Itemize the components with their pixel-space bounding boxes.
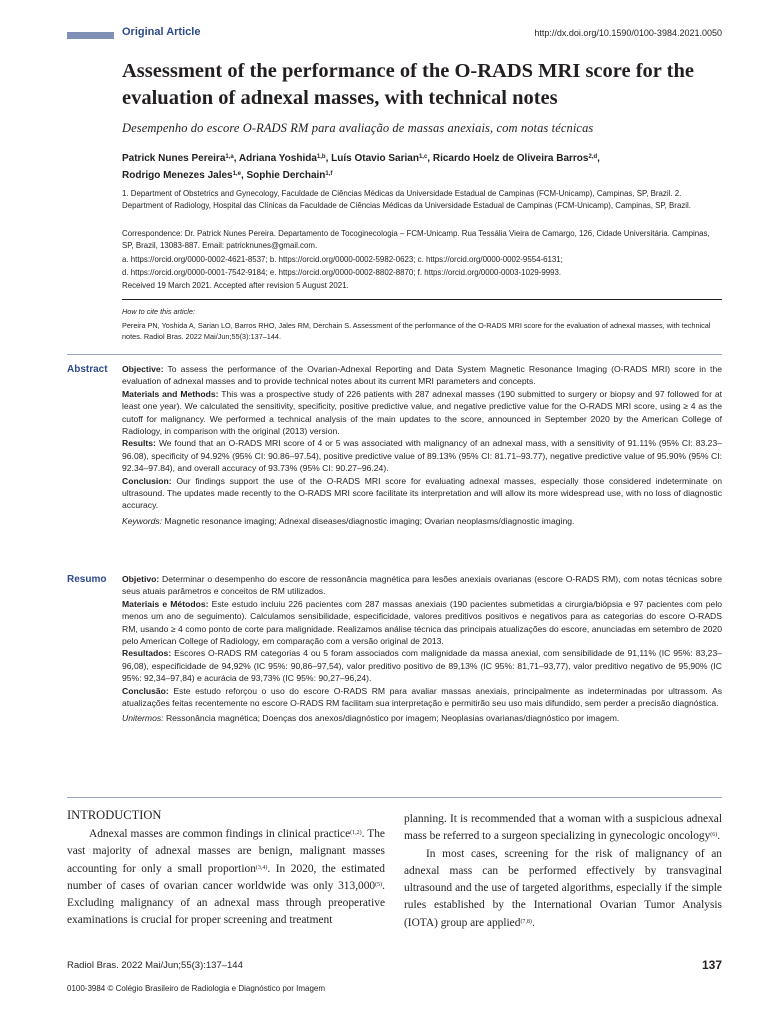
author-name: Sophie Derchain — [246, 170, 326, 181]
conclusion-label: Conclusion: — [122, 475, 172, 486]
author-name: Patrick Nunes Pereira — [122, 153, 226, 164]
doi-link[interactable]: http://dx.doi.org/10.1590/0100-3984.2021.0050 — [534, 28, 722, 38]
article-title: Assessment of the performance of the O-RADS MRI score for the evaluation of adnexal masses, with technical notes — [122, 60, 694, 109]
affiliations: 1. Department of Obstetrics and Gynecology, Faculdade de Ciências Médicas da Universidade Estadual de Campinas (FCM-Unicamp), Campinas, SP, Brazil. 2. Department of Radiology, Hospital das Clínicas da Faculdade de Ciências Médicas da Universidade Estadual de Campinas (FCM-Unicamp), Campinas, SP, Brazil. — [122, 189, 691, 210]
resumo-body — [122, 573, 722, 725]
resumo-label: Resumo — [67, 574, 107, 585]
article-subtitle: Desempenho do escore O-RADS RM para avaliação de massas anexiais, com notas técnicas — [122, 121, 594, 135]
objective-label: Objetivo: — [122, 574, 160, 584]
paragraph-text: . In 2020, the estimated number of cases of ovarian cancer worldwide was only 313,000 — [67, 862, 385, 892]
journal-citation: Radiol Bras. 2022 Mai/Jun;55(3):137–144 — [67, 960, 243, 971]
author-name: Adriana Yoshida — [238, 153, 317, 164]
paragraph-text: In most cases, screening for the risk of malignancy of an adnexal mass can be performed effectively by transvaginal ultrasound and the use of targeted algorithms, especially if the simple rules established by the International Ovarian Tumor Analysis (IOTA) group are applied — [404, 847, 722, 929]
paragraph-text: Adnexal masses are common findings in clinical practice — [89, 828, 351, 840]
results-label: Resultados: — [122, 648, 172, 659]
reference-mark[interactable]: (7,8) — [520, 918, 532, 925]
objective-text: To assess the performance of the Ovarian-Adnexal Reporting and Data System Magnetic Resonance Imaging (O-RADS MRI) score in the evaluation of adnexal masses and to provide technical notes about its current MRI parameters and concepts. — [122, 364, 723, 387]
abstract-label: Abstract — [67, 364, 108, 375]
author-affiliation-mark: 1,b — [316, 154, 326, 160]
author-affiliation-mark: 2,d — [588, 154, 598, 160]
paragraph-text: . The vast majority of adnexal masses are benign, malignant masses accounting for only a small proportion — [67, 828, 385, 875]
methods-label: Materiais e Métodos: — [122, 598, 209, 609]
divider — [67, 797, 722, 798]
orcid-line[interactable]: d. https://orcid.org/0000-0001-7542-9184; e. https://orcid.org/0000-0002-8802-8870; f. https://orcid.org/0000-0003-1029-9993. — [122, 267, 562, 277]
keywords-text: Magnetic resonance imaging; Adnexal diseases/diagnostic imaging; Ovarian neoplasms/diagnostic imaging. — [164, 515, 575, 526]
author-name: Ricardo Hoelz de Oliveira Barros — [432, 153, 589, 164]
paragraph-text: . Excluding malignancy of an adnexal mass through preoperative examinations is crucial for proper screening and treatment — [67, 879, 385, 927]
conclusion-label: Conclusão: — [122, 685, 169, 696]
objective-label: Objective: — [122, 364, 164, 374]
reference-mark[interactable]: (1,2) — [350, 830, 362, 836]
keywords-text: Ressonância magnética; Doenças dos anexos/diagnóstico por imagem; Neoplasias ovarianas/diagnóstico por imagem. — [165, 713, 620, 724]
author-affiliation-mark: 1,f — [325, 171, 333, 177]
methods-label: Materials and Methods: — [122, 388, 219, 399]
divider — [122, 299, 722, 300]
methods-text: Este estudo incluiu 226 pacientes com 287 massas anexiais (190 pacientes submetidas a cirurgia/biópsia e 97 pacientes com pelo menos um ano de seguimento). Calculamos sensibilidade, especificidade, valores preditivos positivos e negativos para as categorias do escore O-RADS RM, usando ≥ 4 como ponto de corte para malignidade. Realizamos análise técnica das principais atualizações do escore, anunciadas em setembro de 2020 pelo American College of Radiology, em comparação com a versão original de 2013. — [122, 598, 723, 647]
copyright-notice: 0100-3984 © Colégio Brasileiro de Radiologia e Diagnóstico por Imagem — [67, 984, 326, 993]
results-text: We found that an O-RADS MRI score of 4 or 5 was associated with malignancy of an adnexal mass, with a sensitivity of 91.11% (95% CI: 83.23–96.08), specificity of 94.92% (95% CI: 90.86–97.54), positive predictive value of 89.13% (95% CI: 81.71–93.77), negative predictive value of 95.90% (95% CI: 92.34–97.84), and overall accuracy of 93.73% (95% CI: 90.27–96.24). — [122, 438, 723, 474]
orcid-list — [122, 254, 722, 279]
paragraph-text: . — [531, 916, 535, 929]
citation-text: Pereira PN, Yoshida A, Sarian LO, Barros RHO, Jales RM, Derchain S. Assessment of the performance of the O-RADS MRI score for the evaluation of adnexal masses, with technical notes. Radiol Bras. 2022 Mai/Jun;55(3):137–144. — [122, 321, 711, 341]
orcid-line[interactable]: a. https://orcid.org/0000-0002-4621-8537; b. https://orcid.org/0000-0002-5982-0623; c. https://orcid.org/0000-0002-9554-6131; — [122, 255, 563, 264]
author-affiliation-mark: 1,a — [225, 154, 234, 160]
text-column-right — [404, 811, 722, 932]
keywords-label: Unitermos: — [122, 713, 164, 724]
author-list: Patrick Nunes Pereira$^{1,a}$, Adriana Yoshida$^{1,b}$, Luís Otavio Sarian$^{1,c}$, Ricardo Hoelz de Oliveira Barros$^{2,d}$, Rodrigo Menezes Jales$^{1,e}$, Sophie Derchain$^{1,f}$ — [122, 153, 600, 181]
received-dates: Received 19 March 2021. Accepted after revision 5 August 2021. — [122, 281, 349, 290]
reference-mark[interactable]: (5) — [375, 881, 383, 888]
conclusion-text: Este estudo reforçou o uso do escore O-RADS RM para avaliar massas anexiais, principalmente as indeterminadas por ultrassom. As atualizações feitas recentemente no escore O-RADS RM facilitam sua interpretação e permitirão seu uso mais difundido, sem perder a precisão diagnóstica. — [122, 685, 723, 709]
author-name: Luís Otavio Sarian — [331, 153, 419, 164]
header-accent-bar — [67, 32, 114, 39]
divider — [67, 354, 722, 355]
section-heading: INTRODUCTION — [67, 808, 162, 822]
objective-text: Determinar o desempenho do escore de ressonância magnética para lesões anexiais ovarianas (escore O-RADS RM), com notas técnicas sobre seus atuais parâmetros e conceitos de RM utilizados. — [122, 574, 723, 597]
keywords-label: Keywords: — [122, 515, 163, 526]
reference-mark[interactable]: (6) — [710, 832, 718, 839]
author-affiliation-mark: 1,e — [232, 171, 241, 177]
article-type-label: Original Article — [122, 26, 201, 38]
text-column-left — [67, 826, 385, 930]
page-number: 137 — [701, 958, 722, 972]
results-label: Results: — [122, 438, 156, 449]
conclusion-text: Our findings support the use of the O-RADS MRI score for evaluating adnexal masses, especially those considered indeterminate on ultrasound. The updates made recently to the O-RADS MRI score facilitate its interpretation and will allow its more widespread use, with no loss of diagnostic accuracy. — [122, 475, 722, 511]
reference-mark[interactable]: (3,4) — [255, 864, 268, 871]
paragraph-text: . — [717, 830, 721, 843]
abstract-body — [122, 363, 722, 527]
author-name: Rodrigo Menezes Jales — [122, 170, 233, 181]
methods-text: This was a prospective study of 226 patients with 287 adnexal masses (190 submitted to surgery or biopsy and 97 followed for at least one year). We calculated the sensitivity, specificity, positive predictive value, and negative predictive value for the O-RADS MRI score, using ≥ 4 as the cutoff for malignancy. We performed a technical analysis of the main updates to the score, announced in September 2020 by the American College of Radiology, in comparison with the original (2013) version. — [122, 388, 722, 437]
results-text: Escores O-RADS RM categorias 4 ou 5 foram associados com malignidade da massa anexial, com sensibilidade de 91,11% (IC 95%: 83,23–96,08), especificidade de 94,92% (IC 95%: 90,86–97,54), valor preditivo positivo de 89,13% (IC 95%: 81,71–93,77), valor preditivo negativo de 95,90% (IC 95%: 92,34–97,84) e acurácia de 93,73% (IC 95%: 90,27–96,24). — [122, 648, 722, 684]
citation-heading: How to cite this article: — [122, 307, 195, 316]
paragraph-text: planning. It is recommended that a woman with a suspicious adnexal mass be referred to a surgeon specializing in gynecologic oncology — [404, 813, 722, 843]
author-affiliation-mark: 1,c — [418, 154, 428, 160]
correspondence: Correspondence: Dr. Patrick Nunes Pereira. Departamento de Tocoginecologia – FCM-Unicamp. Rua Tessália Vieira de Camargo, 126, Cidade Universitária. Campinas, SP, Brazil, 13083-887. Email: patricknunes@gmail.com. — [122, 229, 710, 250]
